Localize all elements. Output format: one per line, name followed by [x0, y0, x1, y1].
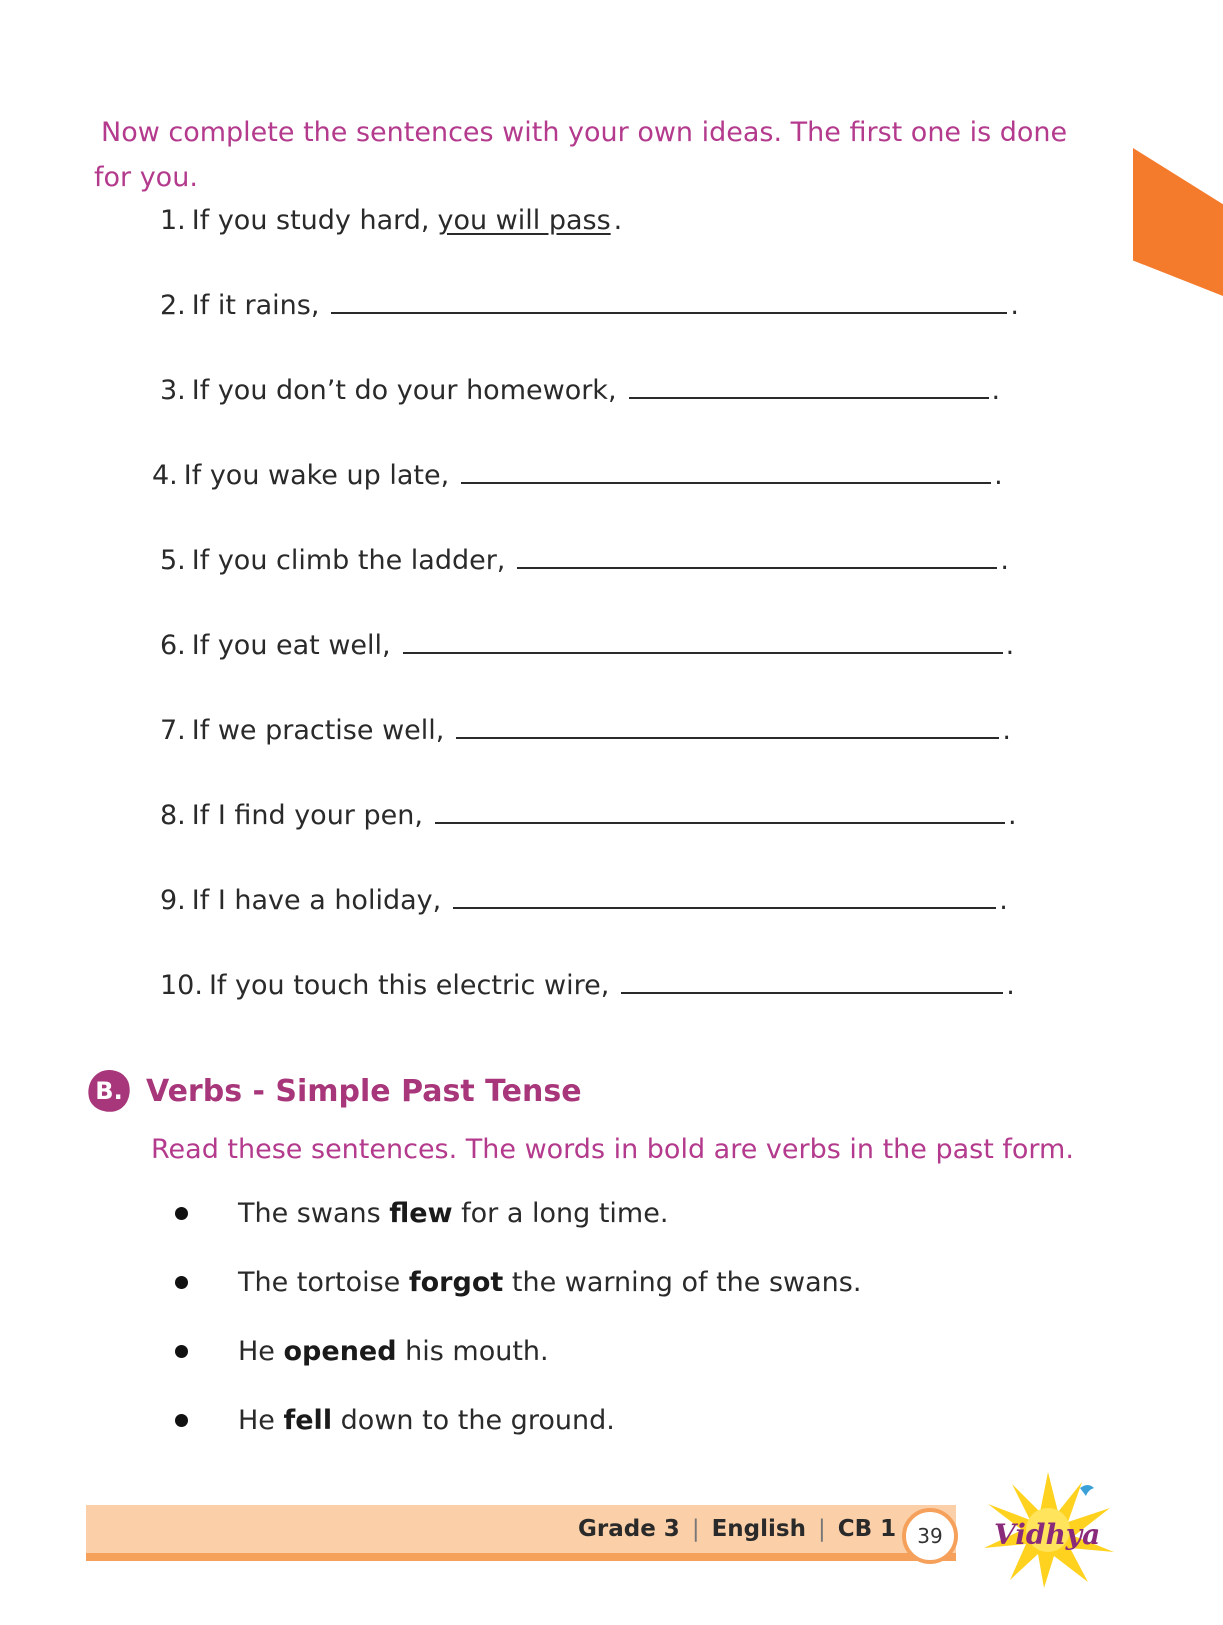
item-text: If I find your pen,: [191, 800, 423, 831]
sentence: The tortoise forgot the warning of the swans.: [238, 1267, 862, 1298]
item-text: If you study hard,: [191, 205, 430, 236]
list-item: 5. If you climb the ladder, .: [160, 545, 1009, 576]
past-verb: opened: [283, 1336, 397, 1367]
corner-tab-decoration: [1133, 148, 1223, 296]
item-number: 5.: [160, 545, 186, 576]
item-text: If you don’t do your homework,: [191, 375, 617, 406]
sentence: He fell down to the ground.: [238, 1405, 615, 1436]
past-verb: forgot: [408, 1267, 504, 1298]
item-text: If you eat well,: [191, 630, 391, 661]
section-title: Verbs - Simple Past Tense: [146, 1073, 582, 1109]
footer-subject: English: [711, 1516, 806, 1542]
past-verb: flew: [389, 1198, 453, 1229]
bullet-icon: [175, 1276, 188, 1289]
answer-blank[interactable]: [403, 648, 1003, 654]
item-number: 7.: [160, 715, 186, 746]
past-verb: fell: [283, 1405, 333, 1436]
list-item: 9. If I have a holiday, .: [160, 885, 1008, 916]
answer-blank[interactable]: [456, 733, 999, 739]
section-badge: [88, 1070, 130, 1112]
answer-blank[interactable]: [453, 903, 996, 909]
answer-blank[interactable]: [435, 818, 1005, 824]
item-text: If we practise well,: [191, 715, 445, 746]
list-item: [175, 1198, 668, 1229]
section-badge-letter: B.: [95, 1077, 123, 1105]
list-item: 3. If you don’t do your homework, .: [160, 375, 1001, 406]
answer-blank[interactable]: [331, 308, 1007, 314]
item-text: If you wake up late,: [183, 460, 450, 491]
list-item: [175, 1336, 549, 1367]
page-number: 39: [902, 1508, 958, 1564]
item-number: 8.: [160, 800, 186, 831]
list-item: 8. If I find your pen, .: [160, 800, 1017, 831]
bullet-icon: [175, 1414, 188, 1427]
bullet-icon: [175, 1207, 188, 1220]
instruction-line-1: Now complete the sentences with your own ideas. The first one is done: [101, 117, 1068, 148]
item-text: If I have a holiday,: [191, 885, 442, 916]
list-item: 2. If it rains, .: [160, 290, 1019, 321]
footer-book: CB 1: [837, 1516, 897, 1542]
answer-blank[interactable]: [517, 563, 997, 569]
item-text: If you touch this electric wire,: [208, 970, 610, 1001]
footer-grade: Grade 3: [578, 1516, 680, 1542]
section-heading: [88, 1070, 582, 1112]
item-number: 10.: [160, 970, 203, 1001]
item-number: 1.: [160, 205, 186, 236]
list-item: [175, 1267, 861, 1298]
item-number: 4.: [152, 460, 178, 491]
footer-info: Grade 3 | English | CB 1: [578, 1516, 897, 1542]
list-item: 7. If we practise well, .: [160, 715, 1011, 746]
list-item: 10. If you touch this electric wire, .: [160, 970, 1015, 1001]
bullet-icon: [175, 1345, 188, 1358]
brand-logo-text: Vidhya: [994, 1518, 1101, 1551]
item-answer: you will pass: [437, 205, 611, 236]
item-number: 9.: [160, 885, 186, 916]
instruction-line-2: for you.: [94, 162, 198, 193]
list-item: 4. If you wake up late, .: [152, 460, 1003, 491]
section-instruction: Read these sentences. The words in bold are verbs in the past form.: [151, 1134, 1074, 1165]
answer-blank[interactable]: [621, 988, 1003, 994]
answer-blank[interactable]: [629, 393, 989, 399]
item-number: 2.: [160, 290, 186, 321]
list-item: [175, 1405, 615, 1436]
answer-blank[interactable]: [461, 478, 991, 484]
list-item: 1. If you study hard, you will pass .: [160, 205, 623, 236]
list-item: 6. If you eat well, .: [160, 630, 1015, 661]
item-number: 6.: [160, 630, 186, 661]
item-text: If you climb the ladder,: [191, 545, 506, 576]
exercise-instructions: [94, 110, 1124, 200]
item-text: If it rains,: [191, 290, 320, 321]
sentence: The swans flew for a long time.: [238, 1198, 669, 1229]
item-number: 3.: [160, 375, 186, 406]
sentence: He opened his mouth.: [238, 1336, 549, 1367]
